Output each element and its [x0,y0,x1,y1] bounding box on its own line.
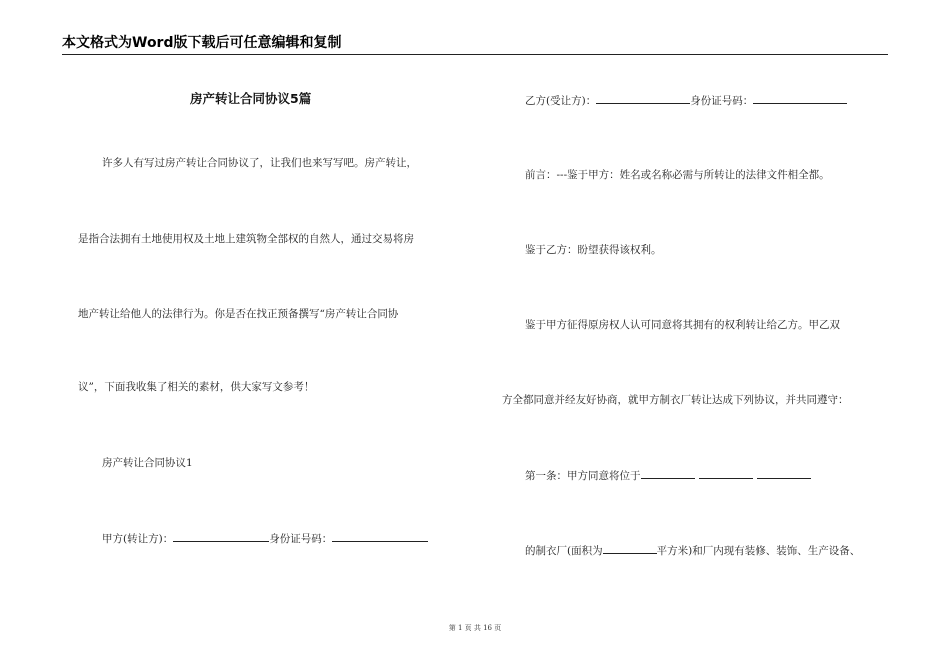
party-b-id-label: 身份证号码： [690,95,754,107]
party-b-label: 乙方(受让方)： [525,95,597,107]
document-title: 房产转让合同协议5篇 [190,91,312,106]
paragraph-line: 鉴于乙方：盼望获得该权利。 [525,244,662,256]
party-a-label: 甲方(转让方)： [102,533,174,545]
location-blank-3 [757,468,811,479]
paragraph-line: 许多人有写过房产转让合同协议了，让我们也来写写吧。房产转让， [102,157,417,169]
article-1-label: 第一条：甲方同意将位于 [525,470,641,482]
page-footer: 第 1 页 共 16 页 [448,624,502,632]
party-a-line [102,531,428,546]
party-a-name-blank [173,531,269,542]
factory-line [525,543,860,558]
location-blank-1 [641,468,695,479]
section-heading: 房产转让合同协议1 [102,457,193,469]
party-a-id-label: 身份证号码： [269,533,333,545]
paragraph-line: 是指合法拥有土地使用权及土地上建筑物全部权的自然人，通过交易将房 [78,233,414,245]
party-b-id-blank [753,93,847,104]
article-1-line [525,468,811,483]
party-b-name-blank [596,93,690,104]
paragraph-line: 鉴于甲方征得原房权人认可同意将其拥有的权利转让给乙方。甲乙双 [525,319,840,331]
area-blank [603,543,657,554]
factory-prefix: 的制衣厂(面积为 [525,545,603,557]
paragraph-line: 方全都同意并经友好协商，就甲方制衣厂转让达成下列协议，并共同遵守： [502,394,849,406]
right-column [475,0,950,672]
location-blank-2 [699,468,753,479]
header-text: 本文格式为Word版下载后可任意编辑和复制 [62,35,342,51]
factory-suffix: 平方米)和厂内现有装修、装饰、生产设备、 [656,545,861,557]
paragraph-line: 前言：---鉴于甲方：姓名或名称必需与所转让的法律文件相全都。 [525,169,830,181]
party-a-id-blank [332,531,428,542]
paragraph-line: 地产转让给他人的法律行为。你是否在找正预备撰写“房产转让合同协 [78,308,399,320]
paragraph-line: 议”，下面我收集了相关的素材，供大家写文参考！ [78,381,315,393]
party-b-line [525,93,847,108]
